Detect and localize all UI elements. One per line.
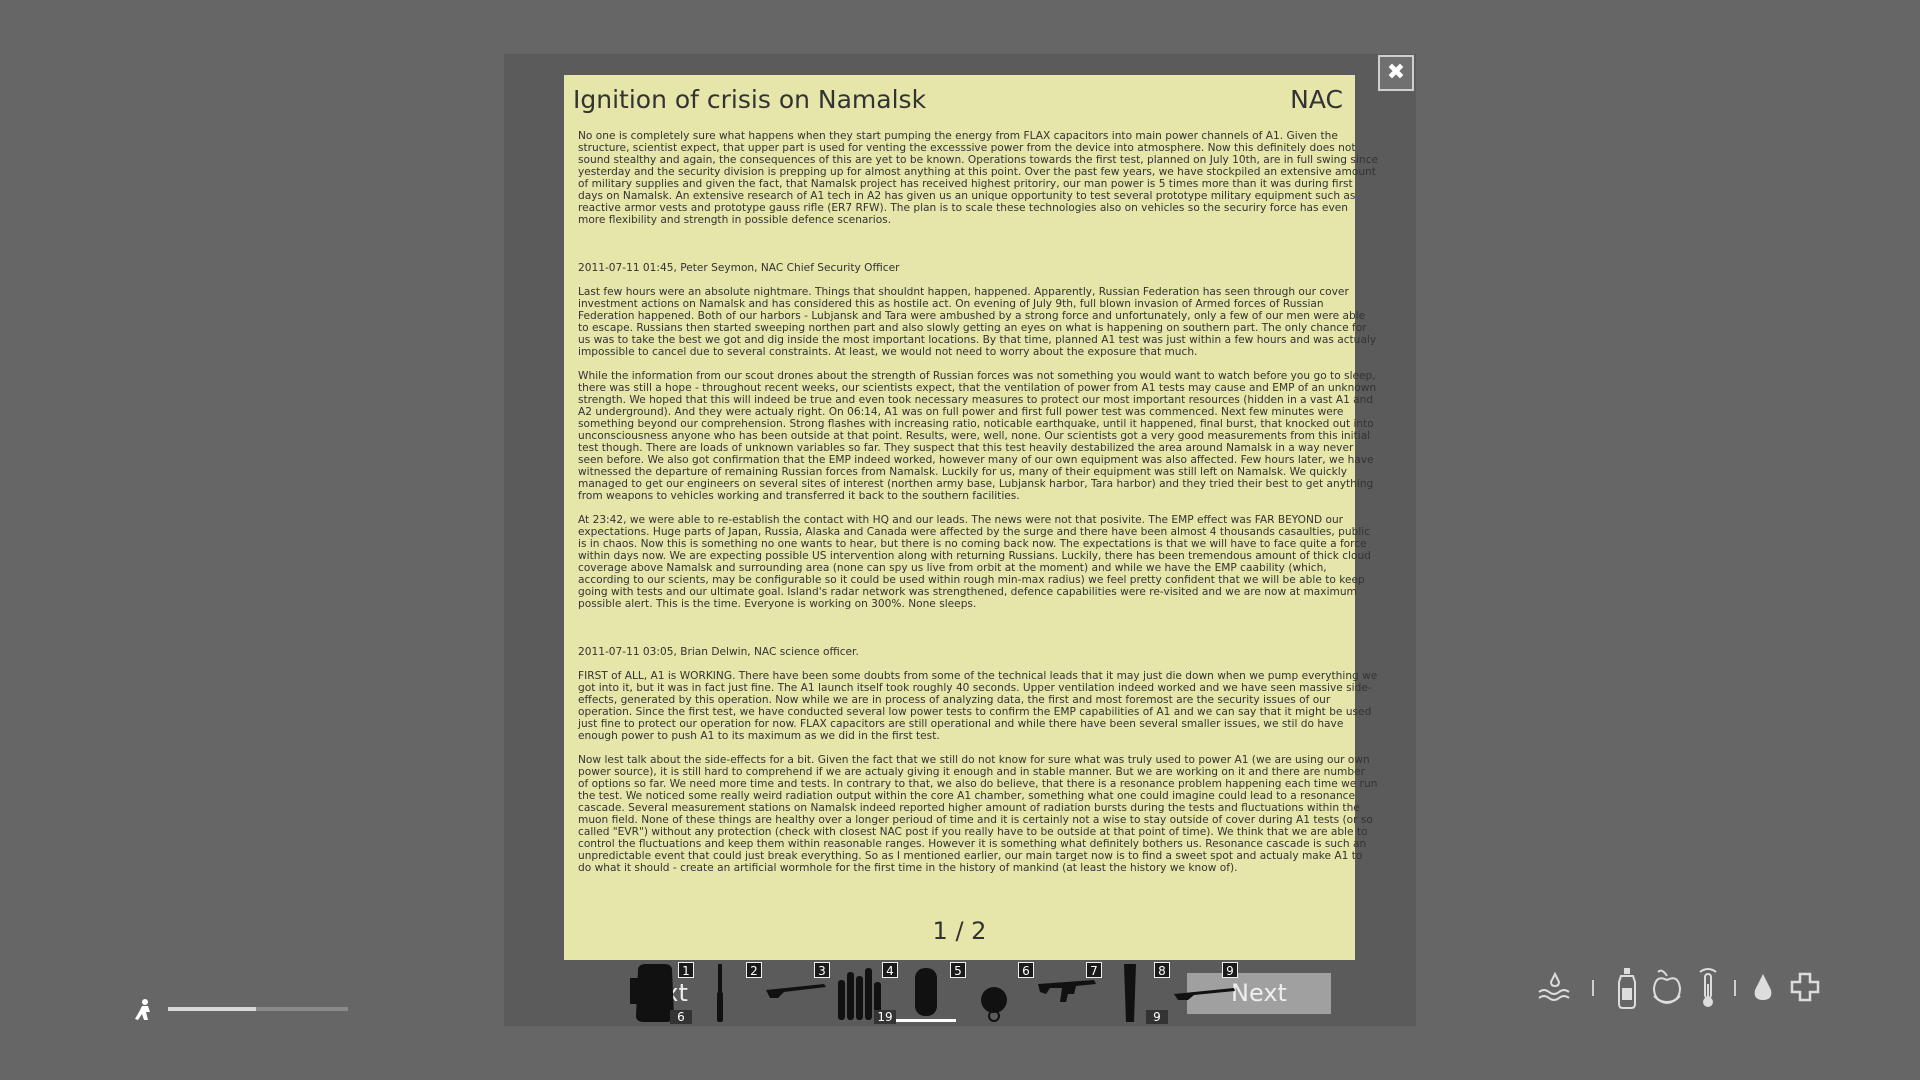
slot-number: 6	[1018, 962, 1034, 978]
book-paragraph: Last few hours were an absolute nightmare. Things that shouldnt happen, happened. Apparently, Russian Federation has seen through our cover investment actions on Namalsk and has considered this as hostile act. On evening of July 9th, full blown invasion of Armed forces of Russian Federation happened. Both of our harbors - Lubjansk and Tara were ambushed by a strong force and unfortunately, only a few of our men were able to escape. Russians then started sweeping northen part and also slowly getting an eyes on what is happening on southern part. The only chance for us was to take the best we got and dig inside the most important locations. By that time, planned A1 test was just within a few hours and was actualy impossible to cancel due to several constraints. At least, we would not need to worry about the exposure that much.	[578, 286, 1377, 358]
food-icon	[1650, 966, 1684, 1010]
blood-drop-icon	[1750, 966, 1776, 1010]
temperature-icon	[1696, 966, 1720, 1010]
book-paragraph: No one is completely sure what happens when they start pumping the energy from FLAX capacitors into main power channels of A1. Given the structure, scientist expect, that upper part is used for venting the excesssive power from the device into atmosphere. Now this definitely does not sound stealthy and again, the consequences of this are yet to be known. Operations towards the first test, planned on July 10th, are in full swing since yesterday and the security division is prepping up for almost anything at this point. Over the past few years, we have stockpiled an extensive amount of military supplies and given the fact, that Namalsk project has received highest pritoriry, our man power is 5 times more than it was during first days on Namalsk. An extensive research of A1 tech in A2 has given us an unique opportunity to test several prototype military equipment such as reactive armor vests and prototype gauss rifle (ER7 RFW). The plan is to scale these technologies also on vehicles so the securiry force has even more flexibility and strength in possible defence scenarios.	[578, 130, 1378, 226]
book-paragraph: At 23:42, we were able to re-establish the contact with HQ and our leads. The news were not that posivite. The EMP effect was FAR BEYOND our expectations. Huge parts of Japan, Russia, Alaska and Canada were affected by the surge and there have been almost 4 thousands casaulties, public is in chaos. Now this is something no one wants to hear, but there is no coming back now. The expectations is that we will have to face quite a force within days now. We are expecting possible US intervention along with returning Russians. Luckily, there has been tremendous amount of thick cloud coverage above Namalsk and surrounding area (none can spy us live from orbit at the moment) and while we have the EMP caability (which, according to our scients, may be configurable so it could be used within rough min-max radius) we feel pretty confident that we will be able to keep going with tests and our ultimate goal. Island's radar network was strengthened, defence capabilities were re-visited and we are now at maximum possible alert. This is the time. Everyone is working on 300%. None sleeps.	[578, 514, 1371, 610]
book-paragraph: Now lest talk about the side-effects for a bit. Given the fact that we still do not know for sure what was truly used to power A1 (we are using our own power source), it is still hard to comprehend if we are actualy giving it enough and in stable manner. But we are working on it and there are number of options so far. We need more time and tests. In contrary to that, we also do believe, that there is a resonance problem happening each time we run the test. We noticed some really weird radiation output within the core A1 chamber, something what one could imagine could lead to a resonance cascade. Several measurement stations on Namalsk indeed reported higher amount of radiation bursts during the tests and fluctuations within the muon field. None of these things are healthy over a longer perioud of time and it is certainly not a wise to stay outside of cover during A1 tests (or so called "EVR") without any protection (check with closest NAC post if you really have to be outside at that point of time). We think that we are able to control the fluctuations and keep them within reasonable ranges. However it is something what definitely bothers us. Resonance cascade is such an unpredictable event that could just break everything. So as I mentioned earlier, our main target now is to find a sweet spot and actualy make A1 to do what it should - create an artificial wormhole for the first time in the history of mankind (at least the history we know of).	[578, 754, 1378, 874]
page-indicator: 1 / 2	[932, 917, 987, 945]
status-separator	[1734, 980, 1736, 996]
hotbar-slot-9[interactable]	[1172, 958, 1238, 1026]
book-tag: NAC	[1290, 85, 1343, 114]
hotbar-slot-2[interactable]	[696, 958, 762, 1026]
hotbar-slot-4[interactable]	[832, 958, 898, 1026]
book-title: Ignition of crisis on Namalsk	[573, 85, 927, 114]
slot-number: 9	[1222, 962, 1238, 978]
hotbar-slot-1[interactable]	[628, 958, 694, 1026]
health-cross-icon	[1790, 966, 1820, 1010]
crouch-stance-icon	[134, 998, 154, 1022]
hotbar	[628, 958, 1234, 1028]
slot-number: 2	[746, 962, 762, 978]
stamina-bar	[168, 1007, 348, 1011]
selected-slot-indicator	[896, 1019, 956, 1022]
hotbar-slot-7[interactable]	[1036, 958, 1102, 1026]
slot-number: 5	[950, 962, 966, 978]
close-button[interactable]: ✖	[1378, 55, 1414, 91]
stamina-fill	[168, 1007, 256, 1011]
hotbar-slot-3[interactable]	[764, 958, 830, 1026]
slot-number: 7	[1086, 962, 1102, 978]
hotbar-slot-8[interactable]	[1104, 958, 1170, 1026]
book-page	[564, 75, 1378, 960]
slot-number: 4	[882, 962, 898, 978]
slot-count: 9	[1146, 1010, 1168, 1024]
log-header: 2011-07-11 01:45, Peter Seymon, NAC Chief Security Officer	[578, 262, 900, 274]
status-icons	[1536, 966, 1816, 1012]
slot-count: 19	[874, 1010, 896, 1024]
slot-number: 3	[814, 962, 830, 978]
water-level-icon	[1536, 966, 1574, 1010]
log-header: 2011-07-11 03:05, Brian Delwin, NAC science officer.	[578, 646, 859, 658]
water-bottle-icon	[1614, 966, 1640, 1010]
slot-number: 8	[1154, 962, 1170, 978]
book-paragraph: FIRST of ALL, A1 is WORKING. There have been some doubts from some of the technical leads that it may just die down when we pump everything we got into it, but it was in fact just fine. The A1 launch itself took roughly 40 seconds. Upper ventilation indeed worked and we have seen massive side-effects, generated by this operation. Now while we are in process of analyzing data, the first and most foremost are the security issues of our operation. Since the first test, we have conducted several low power tests to confirm the EMP capabilities of A1 and we can say that it might be used just fine to protect our operation for now. FLAX capacitors are still operational and while there have been several smaller issues, we stil do have enough power to push A1 to its maximum as we did in the first test.	[578, 670, 1378, 742]
hotbar-slot-5[interactable]	[900, 958, 966, 1026]
book-body	[578, 130, 1378, 886]
slot-count: 6	[670, 1010, 692, 1024]
book-paragraph: While the information from our scout drones about the strength of Russian forces was not something you would want to watch before you go to sleep, there was still a hope - throughout recent weeks, our scientists expect, that the ventilation of power from A1 tests may cause and EMP of an unknown strength. We hoped that this will indeed be true and even took necessary measures to protect our most important resources (hidden in a vast A1 and A2 underground). And they were actualy right. On 06:14, A1 was on full power and first full power test was commenced. Next few minutes were something beyond our comprehension. Strong flashes with increasing ratio, noticable earthquake, until it happened, final burst, that knocked out into unconsciousness anyone who has been outside at that point. Results, were, well, none. Our scientists got a very good measurements from this initial test though. There are loads of unknown variables so far. They suspect that this test heavily destabilized the area around Namalsk in a way never seen before. We also got confirmation that the EMP indeed worked, however many of our own equipment was also affected. Few hours later, we have witnessed the departure of remaining Russian forces from Namalsk. Luckily for us, many of their equipment was still left on Namalsk. We quickly managed to get our engineers on several sites of interest (northen army base, Lubjansk harbor, Tara harbor) and they tried their best to get anything from weapons to vehicles working and transferred it back to the southern facilities.	[578, 370, 1377, 502]
slot-number: 1	[678, 962, 694, 978]
hotbar-slot-6[interactable]	[968, 958, 1034, 1026]
next-page-button[interactable]: Next	[1187, 973, 1331, 1014]
status-separator	[1592, 980, 1594, 996]
